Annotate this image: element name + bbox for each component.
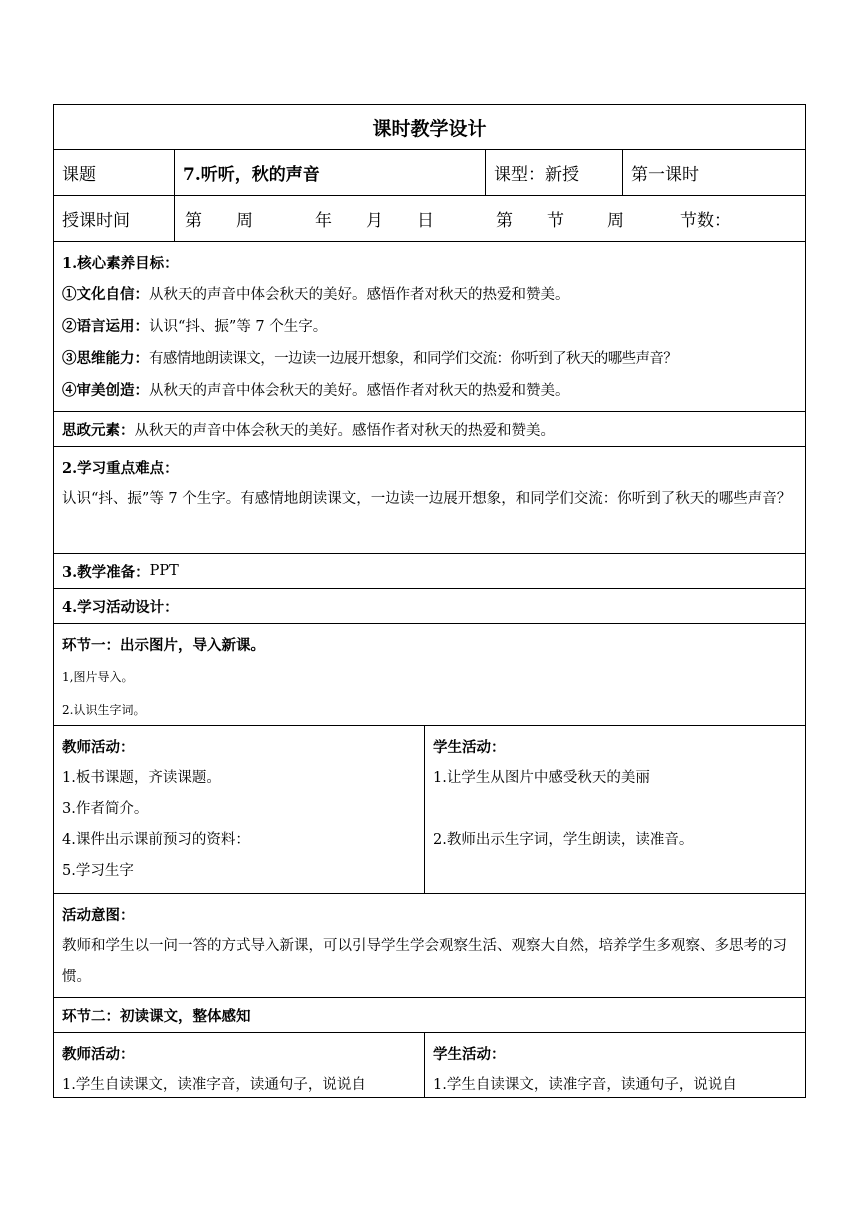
preparation-text: PPT (149, 563, 179, 579)
stage2-student-activities (425, 1033, 805, 1097)
intent-heading: 活动意图： (62, 907, 135, 924)
key-points-text: 认识“抖、振”等 7 个生字。有感情地朗读课文，一边读一边展开想象，和同学们交流：你听到了秋天的哪些声音？ (62, 491, 792, 507)
stage1-student-activities (425, 726, 805, 893)
ideology-section (53, 412, 806, 447)
preparation-label: 3.教学准备： (62, 563, 150, 581)
time-label: 授课时间 (62, 211, 130, 231)
time-week: 第 周 (185, 211, 253, 231)
stage1-item: 2.认识生字词。 (62, 703, 146, 717)
topic-value: 7.听听，秋的声音 (174, 150, 485, 195)
goals-heading: 1.核心素养目标： (62, 255, 179, 272)
student-item: 2.教师出示生字词，学生朗读，读准音。 (433, 832, 694, 848)
activity-design-heading: 4.学习活动设计： (53, 589, 806, 624)
goals-section (53, 242, 806, 412)
stage1-item: 1,图片导入。 (62, 670, 134, 684)
time-year: 年 (315, 211, 332, 231)
student-item: 1.让学生从图片中感受秋天的美丽 (433, 770, 650, 786)
teacher-item: 1.板书课题，齐读课题。 (62, 770, 221, 786)
key-points-heading: 2.学习重点难点： (62, 460, 179, 477)
time-month: 月 (366, 211, 383, 231)
teacher-item: 3.作者简介。 (62, 801, 149, 817)
lesson-type: 课型：新授 (485, 150, 622, 195)
time-fields (174, 196, 805, 241)
time-count: 节数： (680, 211, 731, 231)
stage2-heading: 环节二：初读课文，整体感知 (53, 998, 806, 1033)
stage1-heading: 环节一：出示图片，导入新课。 (62, 637, 265, 654)
stage1-activities (53, 726, 806, 894)
stage1-section (53, 624, 806, 726)
teacher-item: 5.学习生字 (62, 863, 134, 879)
preparation-section (53, 554, 806, 589)
goal-item: ②语言运用：认识“抖、振”等 7 个生字。 (62, 318, 328, 335)
table-title-row (53, 104, 806, 150)
time-weekday: 周 (607, 211, 624, 231)
stage2-activities (53, 1033, 806, 1098)
lesson-plan-table (53, 104, 806, 1098)
topic-row (53, 150, 806, 196)
student-text: 1.学生自读课文，读准字音，读通句子，说说自 (433, 1077, 737, 1093)
goal-item: ③思维能力：有感情地朗读课文，一边读一边展开想象，和同学们交流：你听到了秋天的哪些声音？ (62, 350, 678, 367)
student-heading: 学生活动： (433, 739, 506, 756)
goal-item: ④审美创造：从秋天的声音中体会秋天的美好。感悟作者对秋天的热爱和赞美。 (62, 382, 570, 399)
table-title: 课时教学设计 (372, 117, 487, 140)
teacher-heading: 教师活动： (62, 739, 135, 756)
ideology-text: 从秋天的声音中体会秋天的美好。感悟作者对秋天的热爱和赞美。 (134, 422, 555, 439)
stage2-teacher-activities (54, 1033, 425, 1097)
key-points-section (53, 447, 806, 554)
intent-section (53, 894, 806, 998)
stage1-teacher-activities (54, 726, 425, 893)
time-row (53, 196, 806, 242)
intent-text: 教师和学生以一问一答的方式导入新课，可以引导学生学会观察生活、观察大自然，培养学生多观察、多思考的习惯。 (62, 938, 787, 985)
teacher-heading: 教师活动： (62, 1046, 135, 1063)
student-heading: 学生活动： (433, 1046, 506, 1063)
lesson-period: 第一课时 (622, 150, 805, 195)
goal-item: ①文化自信：从秋天的声音中体会秋天的美好。感悟作者对秋天的热爱和赞美。 (62, 286, 570, 303)
teacher-text: 1.学生自读课文，读准字音，读通句子，说说自 (62, 1077, 366, 1093)
time-day: 日 (417, 211, 434, 231)
teacher-item: 4.课件出示课前预习的资料： (62, 832, 250, 848)
ideology-label: 思政元素： (62, 421, 135, 439)
time-section: 第 节 (496, 211, 564, 231)
topic-label: 课题 (62, 165, 96, 185)
